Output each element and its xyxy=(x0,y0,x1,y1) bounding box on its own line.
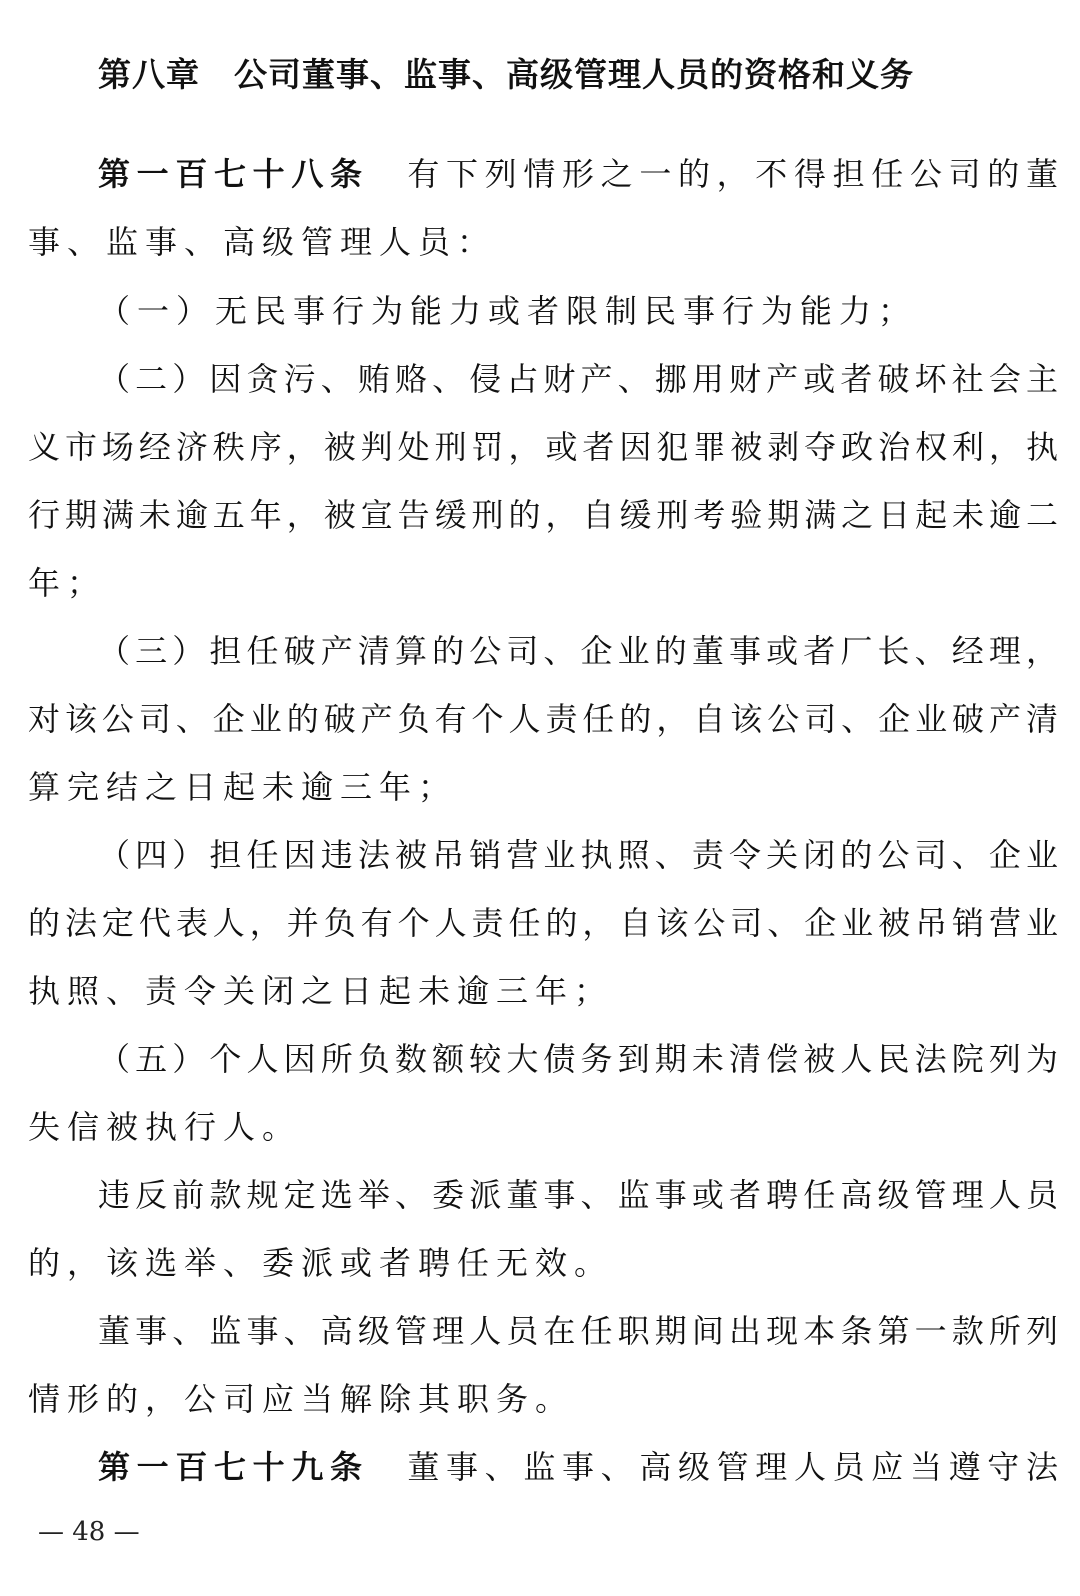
article-178-line-2: 事、监事、高级管理人员： xyxy=(28,223,497,261)
item-5-line-2: 失信被执行人。 xyxy=(28,1108,302,1146)
paragraph-violation-line-2: 的，该选举、委派或者聘任无效。 xyxy=(28,1244,614,1282)
article-179-heading: 第一百七十九条 xyxy=(98,1448,369,1486)
item-3-line-1: （三）担任破产清算的公司、企业的董事或者厂长、经理， xyxy=(98,632,1058,670)
article-178-line-1 xyxy=(98,150,1058,198)
item-2-line-3: 行期满未逾五年，被宣告缓刑的，自缓刑考验期满之日起未逾二 xyxy=(28,496,1058,534)
item-2-line-1: （二）因贪污、贿赂、侵占财产、挪用财产或者破坏社会主 xyxy=(98,360,1058,398)
item-4-line-1: （四）担任因违法被吊销营业执照、责令关闭的公司、企业 xyxy=(98,836,1058,874)
item-3-line-3: 算完结之日起未逾三年； xyxy=(28,768,458,806)
item-1-line-1: （一）无民事行为能力或者限制民事行为能力； xyxy=(98,292,918,330)
item-4-line-2: 的法定代表人，并负有个人责任的，自该公司、企业被吊销营业 xyxy=(28,904,1058,942)
article-179-text: 董事、监事、高级管理人员应当遵守法 xyxy=(407,1448,1058,1486)
item-5-line-1: （五）个人因所负数额较大债务到期未清偿被人民法院列为 xyxy=(98,1040,1058,1078)
item-4-line-3: 执照、责令关闭之日起未逾三年； xyxy=(28,972,614,1010)
chapter-title: 第八章 公司董事、监事、高级管理人员的资格和义务 xyxy=(98,55,914,94)
article-178-heading: 第一百七十八条 xyxy=(98,155,369,193)
article-179-line-1 xyxy=(98,1443,1058,1491)
item-3-line-2: 对该公司、企业的破产负有个人责任的，自该公司、企业破产清 xyxy=(28,700,1058,738)
paragraph-dismissal-line-2: 情形的，公司应当解除其职务。 xyxy=(28,1380,575,1418)
paragraph-dismissal-line-1: 董事、监事、高级管理人员在任职期间出现本条第一款所列 xyxy=(98,1312,1058,1350)
item-2-line-2: 义市场经济秩序，被判处刑罚，或者因犯罪被剥夺政治权利，执 xyxy=(28,428,1058,466)
article-178-text: 有下列情形之一的，不得担任公司的董 xyxy=(407,155,1058,193)
item-2-line-4: 年； xyxy=(28,564,107,602)
page-number: — 48 — xyxy=(38,1517,140,1547)
paragraph-violation-line-1: 违反前款规定选举、委派董事、监事或者聘任高级管理人员 xyxy=(98,1176,1058,1214)
